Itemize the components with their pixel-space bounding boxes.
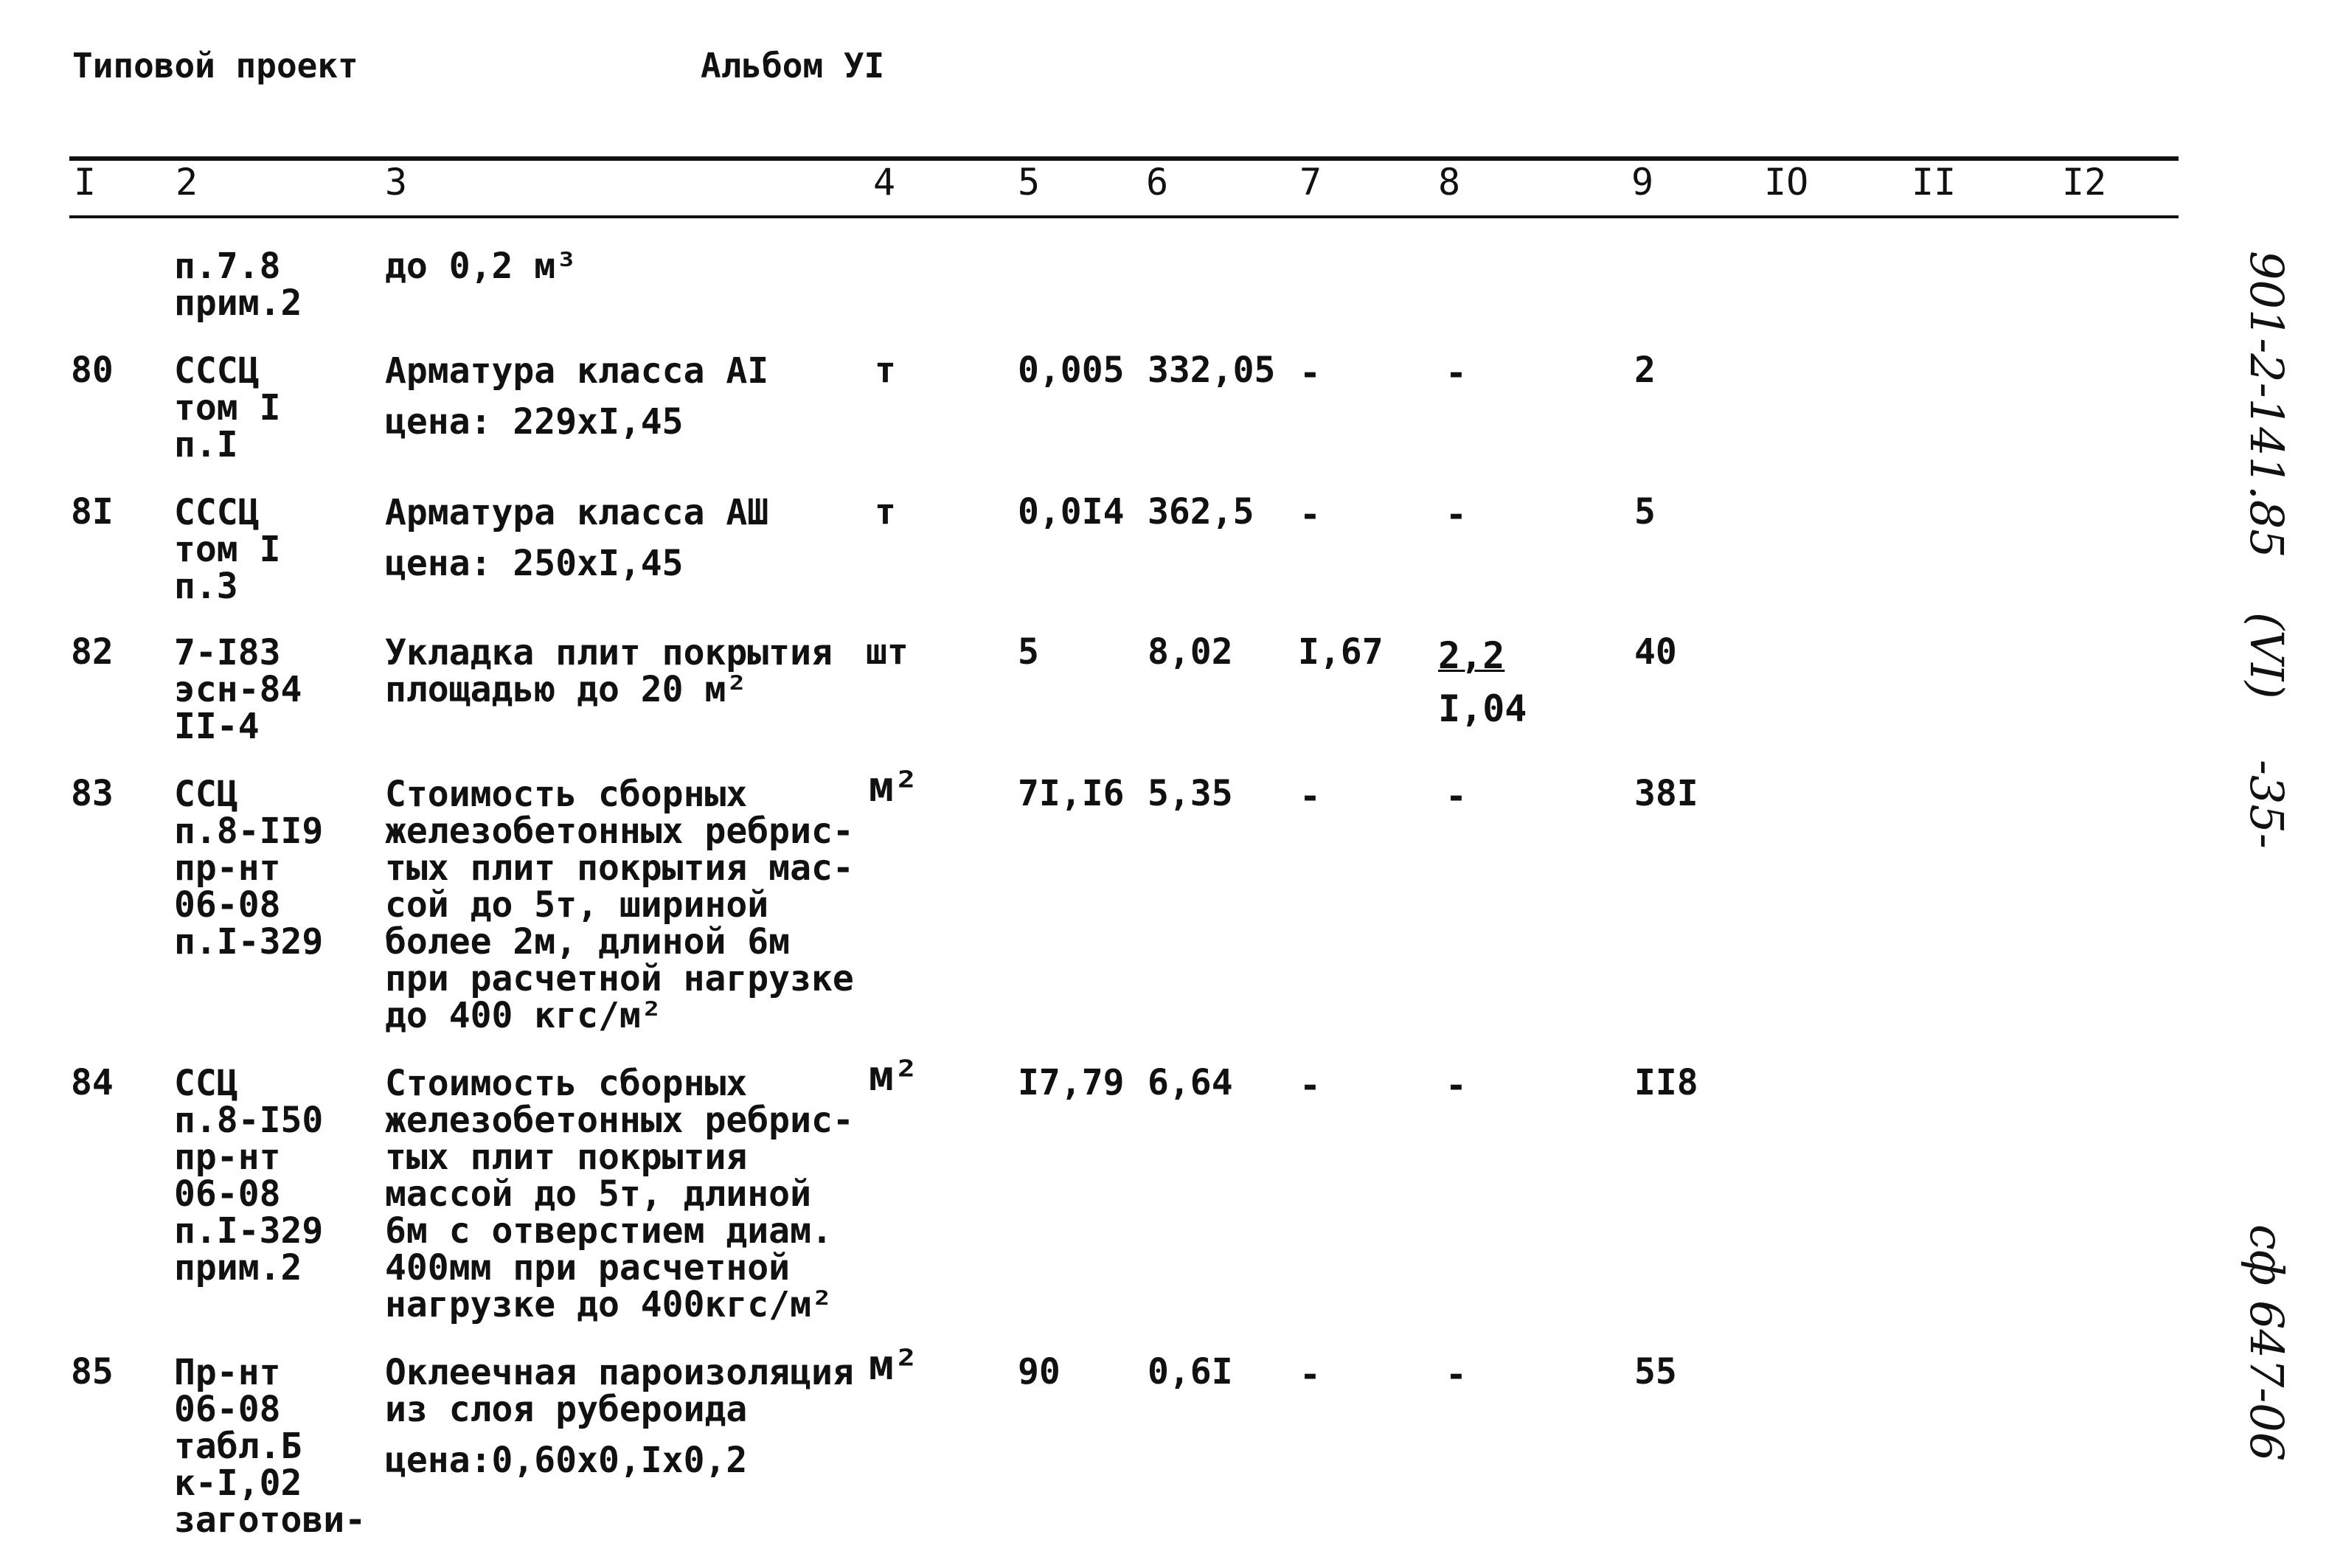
margin-volume: (VI) [2240, 612, 2294, 699]
row-total: 2 [1634, 350, 1656, 391]
row-quantity: 90 [1018, 1351, 1061, 1392]
column-number: IO [1764, 161, 1809, 204]
row-cost: 0,6I [1148, 1351, 1233, 1392]
row-unit: т [875, 491, 896, 533]
row-total: II8 [1634, 1062, 1698, 1103]
column-number: 4 [873, 161, 896, 204]
column-number: 7 [1299, 161, 1322, 204]
row-unit: м² [869, 763, 919, 811]
row-name: Укладка плит покрытия площадью до 20 м² [385, 632, 833, 710]
row-cost: 332,05 [1148, 350, 1276, 391]
row-quantity: 0,0I4 [1018, 491, 1125, 533]
column-number: II [1912, 161, 1957, 204]
row-total: 40 [1634, 631, 1677, 673]
row-col7: - [1299, 353, 1321, 394]
row-cost: 5,35 [1148, 773, 1233, 814]
row-number: 82 [71, 631, 114, 673]
column-number: 8 [1438, 161, 1461, 204]
row-col8-numerator: 2,2 [1438, 634, 1505, 677]
row-cost: 6,64 [1148, 1062, 1233, 1103]
row-unit: м² [869, 1342, 919, 1390]
row-name: до 0,2 м³ [385, 246, 577, 287]
column-number: 9 [1631, 161, 1654, 204]
column-number: 2 [176, 161, 198, 204]
row-col8: - [1445, 353, 1467, 394]
row-basis: ССЦ п.8-II9 пр-нт 06-08 п.I-329 [174, 774, 324, 962]
row-quantity: 7I,I6 [1018, 773, 1125, 814]
row-cost: 8,02 [1148, 631, 1233, 673]
row-col8-denominator: I,04 [1438, 687, 1527, 730]
album-label: Альбом УI [701, 46, 885, 86]
row-col8: - [1445, 494, 1467, 535]
row-number: 85 [71, 1351, 114, 1392]
column-number: I2 [2062, 161, 2107, 204]
column-number: 6 [1146, 161, 1169, 204]
row-quantity: 5 [1018, 631, 1039, 673]
row-col8: - [1445, 776, 1467, 817]
row-unit: шт [866, 631, 909, 673]
row-name: Стоимость сборных железобетонных ребрис- тых плит покрытия массой до 5т, длиной 6м с отверстием диам. 400мм при расчетной нагрузке до 400кгс/м² [385, 1063, 854, 1325]
row-col7: - [1299, 776, 1321, 817]
row-quantity: I7,79 [1018, 1062, 1125, 1103]
column-number: 3 [385, 161, 408, 204]
row-col7: - [1299, 1065, 1321, 1106]
project-label: Типовой проект [72, 46, 358, 86]
row-basis: 7-I83 эсн-84 II-4 [174, 632, 302, 747]
row-unit: т [875, 350, 896, 391]
margin-project-code: 901-2-141.85 [2240, 251, 2294, 558]
row-col7: I,67 [1298, 631, 1384, 673]
margin-page-number: -35- [2240, 760, 2294, 849]
row-name: Оклеечная пароизоляция из слоя рубероида [385, 1352, 854, 1430]
row-price-note: цена: 229хI,45 [385, 401, 684, 443]
row-name: Стоимость сборных железобетонных ребрис- тых плит покрытия мас- сой до 5т, шириной более 2м, длиной 6м при расчетной нагрузке до 400 кгс/м² [385, 774, 854, 1036]
margin-sheet-code: сф 647-06 [2240, 1224, 2294, 1462]
row-cost: 362,5 [1148, 491, 1254, 533]
row-number: 84 [71, 1062, 114, 1103]
column-number: I [74, 161, 97, 204]
row-basis: СССЦ том I п.I [174, 350, 281, 465]
row-quantity: 0,005 [1018, 350, 1125, 391]
row-name: Арматура класса АШ [385, 492, 769, 533]
row-total: 5 [1634, 491, 1656, 533]
row-number: 80 [71, 350, 114, 391]
row-col8: - [1445, 1354, 1467, 1395]
row-basis: ССЦ п.8-I50 пр-нт 06-08 п.I-329 прим.2 [174, 1063, 324, 1288]
row-col7: - [1299, 494, 1321, 535]
column-number: 5 [1018, 161, 1041, 204]
row-price-note: цена:0,60х0,Iх0,2 [385, 1440, 748, 1481]
row-number: 83 [71, 773, 114, 814]
row-basis: Пр-нт 06-08 табл.Б к-I,02 заготови- [174, 1352, 367, 1541]
row-price-note: цена: 250хI,45 [385, 543, 684, 584]
row-unit: м² [869, 1052, 919, 1100]
row-total: 38I [1634, 773, 1698, 814]
row-basis: СССЦ том I п.3 [174, 492, 281, 607]
row-total: 55 [1634, 1351, 1677, 1392]
row-number: 8I [71, 491, 114, 533]
table-header-rule [69, 215, 2179, 218]
row-col7: - [1299, 1354, 1321, 1395]
row-name: Арматура класса АI [385, 350, 769, 392]
row-basis: п.7.8 прим.2 [174, 246, 302, 324]
row-col8: - [1445, 1065, 1467, 1106]
